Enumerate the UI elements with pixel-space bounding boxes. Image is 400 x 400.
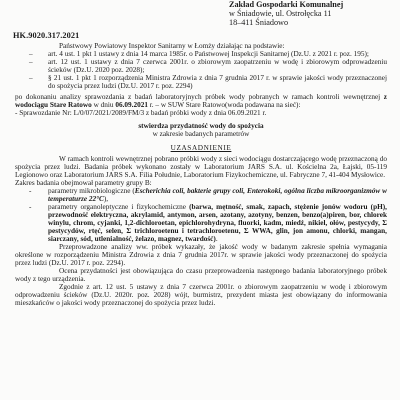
assessment-validity-paragraph: Ocena przydatności jest obowiązująca do czasu przeprowadzenia następnego badania laboratoryjnego próbek wody z tego urządzenia. — [15, 267, 387, 284]
legal-basis-text: art. 4 ust. 1 pkt 1 ustawy z dnia 14 marca 1985r. o Państwowej Inspekcji Sanitarnej (Dz.U. z 2021 r. poz. 195); — [48, 50, 369, 59]
justification-paragraph: W ramach kontroli wewnętrznej pobrano próbki wody z sieci wodociągu dostarczającego wodę przeznaczoną do spożycia przez ludzi. Badania próbek wykonano zostały w Laboratorium JARS S.A. ul. Kościelna 2a, Łajski, 05-119 Legionowo oraz Laboratorium JARS S.A. Filia Południe, Laboratorium Fizykochemiczne, ul. Fabryczne 7, 41-404 Mysłowice. — [15, 154, 387, 179]
address-line-1: Zakład Gospodarki Komunalnej — [229, 0, 344, 9]
case-signature: HK.9020.317.2021 — [13, 31, 80, 40]
justification-heading: UZASADNIENIE — [170, 143, 232, 152]
sampling-date: 06.09.2021 — [115, 101, 148, 110]
micro-pre: parametry mikrobiologiczne ( — [48, 186, 135, 195]
scope-item-micro: - parametry mikrobiologiczne (Escherichia coli, bakterie grupy coli, Enterokoki, ogólna liczba mikroorganizmów w temperaturze 22°C), — [29, 186, 387, 203]
legal-basis-text: § 21 ust. 1 pkt 1 rozporządzenia Ministra Zdrowia z dnia 7 grudnia 2017 r. w sprawie jakości wody przeznaczonej do spożycia przez ludzi (Dz.U. 2017 r. poz. 2294) — [48, 74, 387, 91]
organo-post: . — [215, 235, 218, 244]
analysis-result-paragraph: Przeprowadzone analizy ww. próbek wykazały, że jakość wody w badanym zakresie spełnia wymagania określone w rozporządzeniu Ministra Zdrowia z dnia 7 grudnia 2017r. w sprawie jakości wody przeznaczonej do spożycia przez ludzi (Dz.U. 2017 r. poz. 2294). — [15, 243, 387, 268]
scope-label: Zakres badania obejmował parametry grupy B: — [15, 178, 152, 187]
legal-basis-item: – art. 4 ust. 1 pkt 1 ustawy z dnia 14 marca 1985r. o Państwowej Inspekcji Sanitarnej (Dz.U. z 2021 r. poz. 195); — [29, 50, 369, 59]
statement-heading: stwierdza przydatność wody do spożycia — [138, 122, 264, 131]
address-line-2: w Śniadowie, ul. Ostrołęcka 11 — [229, 9, 332, 18]
analysis-paragraph — [15, 93, 387, 109]
article-12-paragraph: Zgodnie z art. 12 ust. 5 ustawy z dnia 7 czerwca 2001r. o zbiorowym zaopatrzeniu w wodę i zbiorowym odprowadzeniu ścieków (Dz.U. 2020r. poz. 2028) wójt, burmistrz, prezydent miasta jest obowiązany do informowania mieszkańców o jakości wody przeznaczonej do spożycia przez ludzi. — [15, 283, 387, 308]
organo-pre: parametry organoleptyczne i fizykochemiczne — [48, 202, 190, 211]
statement-subheading: w zakresie badanych parametrów — [152, 130, 250, 139]
micro-params: Escherichia coli, bakterie grupy coli, Enterokoki, ogólna liczba mikroorganizmów w temperaturze 22°C — [48, 186, 387, 203]
report-line: - Sprawozdanie Nr: L/0/07/2021/2089/FM/3 z badań próbki wody z dnia 06.09.2021 r. — [15, 109, 267, 118]
document-body — [15, 42, 387, 307]
organo-params: (barwa, mętność, smak, zapach, stężenie jonów wodoru (pH), przewodność elektryczna, akrylamid, antymon, arsen, azotany, azotyny, benzen, benzo(a)piren, bor, chlorek winylu, chrom, cyjanki, 1,2-dichloroetan, epichlorohydryna, fluorki, kadm, miedź, nikiel, ołów, pestycydy, Σ pestycydów, rtęć, selen, Σ trichloroetenu i tetrachloroetenu, Σ WWA, glin, jon amonu, chlorki, mangan, siarczany, sód, utlenialność, żelazo, magnez, twardość) — [48, 202, 387, 244]
water-supply-name: z wodociągu Stare Ratowo — [15, 93, 387, 110]
analysis-text-mid: w dniu — [91, 101, 116, 110]
legal-basis-item: – § 21 ust. 1 pkt 1 rozporządzenia Ministra Zdrowia z dnia 7 grudnia 2017 r. w sprawie jakości wody przeznaczonej do spożycia przez ludzi (Dz.U. 2017 r. poz. 2294) — [29, 74, 387, 91]
analysis-text-post: r. – w SUW Stare Ratowo(woda podawana na sieć): — [147, 101, 301, 110]
recipient-address — [229, 0, 343, 27]
micro-post: ), — [103, 194, 109, 203]
legal-basis-text: art. 12 ust. 1 ustawy z dnia 7 czerwca 2001r. o zbiorowym zaopatrzeniu w wodę i zbiorowym odprowadzeniu ścieków (Dz.U. 2020 poz. 2028); — [48, 58, 387, 75]
address-line-3: 18–411 Śniadowo — [229, 18, 289, 27]
intro-paragraph: Państwowy Powiatowy Inspektor Sanitarny w Łomży działając na podstawie: — [59, 42, 285, 50]
legal-basis-item: – art. 12 ust. 1 ustawy z dnia 7 czerwca 2001r. o zbiorowym zaopatrzeniu w wodę i zbiorowym odprowadzeniu ścieków (Dz.U. 2020 poz. 2028); — [29, 58, 387, 75]
scope-item-organo: - parametry organoleptyczne i fizykochemiczne (barwa, mętność, smak, zapach, stężenie jonów wodoru (pH), przewodność elektryczna, akrylamid, antymon, arsen, azotany, azotyny, benzen, benzo(a)piren, bor, chlorek winylu, chrom, cyjanki, 1,2-dichloroetan, epichlorohydryna, fluorki, kadm, miedź, nikiel, ołów, pestycydy, Σ pestycydów, rtęć, selen, Σ trichloroetenu i tetrachloroetenu, Σ WWA, glin, jon amonu, chlorki, mangan, siarczany, sód, utlenialność, żelazo, magnez, twardość). — [29, 202, 387, 244]
analysis-text-pre: po dokonaniu analizy sprawozdania z badań laboratoryjnych próbek wody pobranych w ramach kontroli wewnętrznej — [15, 93, 384, 102]
